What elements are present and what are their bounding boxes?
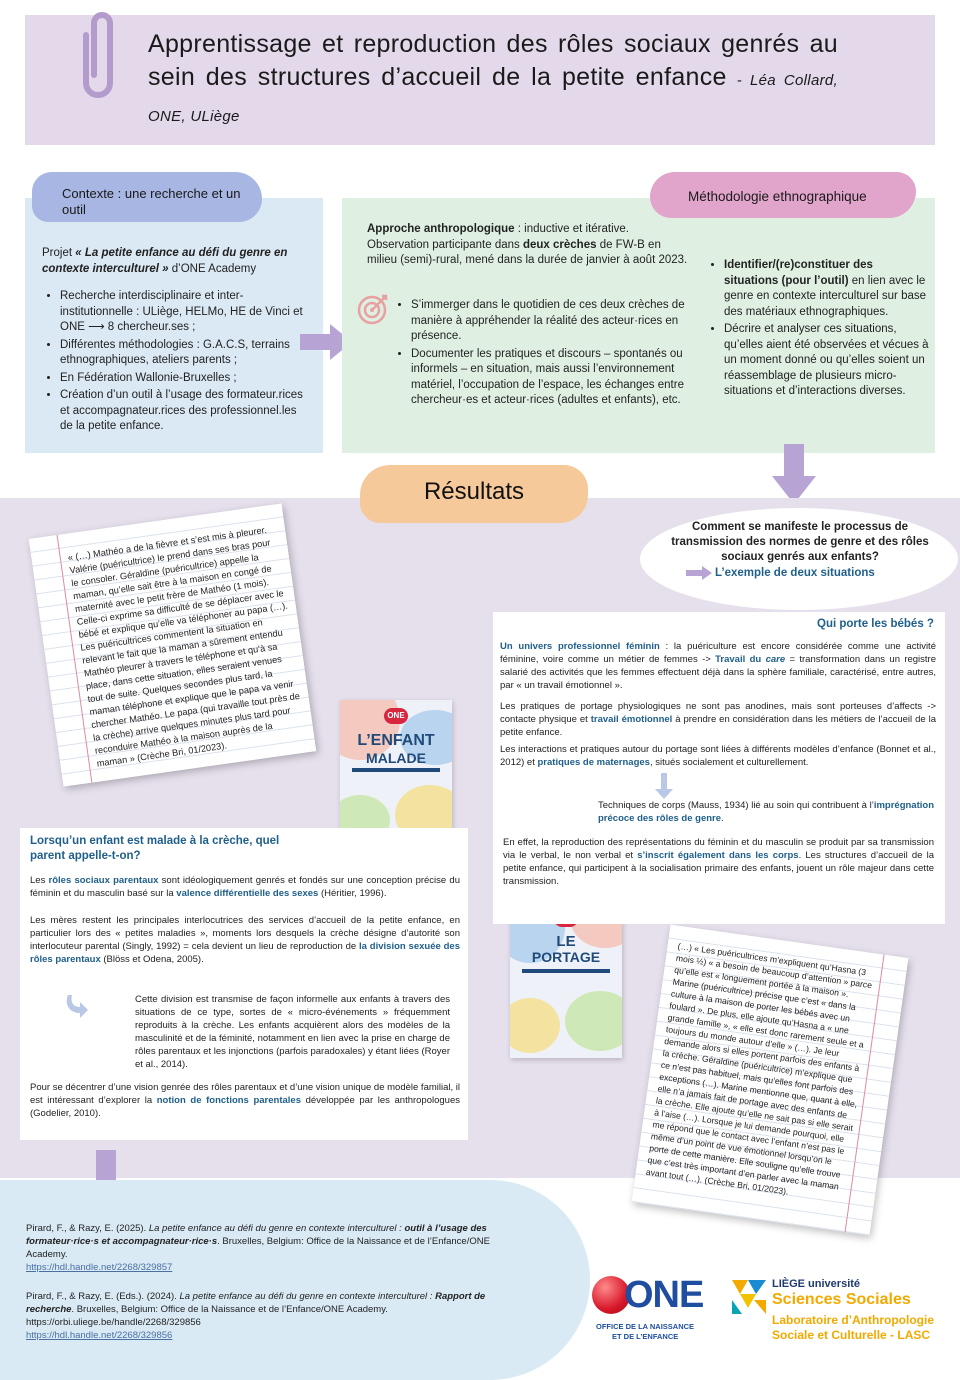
reference-2: Pirard, F., & Razy, E. (Eds.). (2024). La petite enfance au défi du genre en contexte interculturel : Rapport de recherche. Bruxelles, Belgium: Office de la Naissance et de l’Enfance/ONE Academy. https://orbi.uliege.be/handle/2268/329856 https://hdl.handle.net/2268/329856 <box>26 1291 486 1341</box>
paperclip-icon <box>74 5 120 100</box>
babywearing-title: Qui porte les bébés ? <box>817 618 934 630</box>
quote-text: (…) « Les puéricultrices m’expliquent qu’Hasna (3 mois ½) « a besoin de beaucoup d’attention » parce qu’elle est « longuement portée à la maison ». Marine (puéricultrice) précise que c’est « dans la culture à la maison de porter les bébés avec un foulard ». De plus, elle ajoute qu’Hasna a « une grande famille », « elle est donc rarement seule et a toujours du monde autour d’elle » (…). Je leur demande alors si elles portent parfois des enfants à la crèche. Géraldine (puéricultrice) m’explique que ce n’est pas habituel, mais qu’elles font parfois des exceptions (…). Marine mentionne que, quant à elle, elle n’a jamais fait de portage avec des enfants de la crèche. Elle ajoute qu’elle ne sait pas si elle serait à l’aise (…). Lorsque je lui demande pourquoi, elle me répond que le contact avec l’enfant n’est pas le même d’un point de vue émotionnel lorsqu’on le porte de cette manière. Elle souligne qu’elle trouve que c’est très important d’en parler avec la maman avant tout (…). (Crèche Bri, 01/2023). <box>645 940 873 1197</box>
context-tag: Contexte : une recherche et un outil <box>32 172 262 222</box>
context-intro: Projet « La petite enfance au défi du genre en contexte interculturel » d’ONE Academy <box>42 247 288 275</box>
list-item: • Décrire et analyser ces situations, qu’elles aient été observées et vécues à un moment donné ou qu’elles soient un réassemblage de plusieurs micro-situations et d’interactions diverses. <box>724 322 929 400</box>
curved-arrow-icon <box>62 993 88 1019</box>
quote-note-matheo <box>29 503 316 786</box>
book-title-1: LE <box>556 933 576 950</box>
reference-2-url[interactable]: https://orbi.uliege.be/handle/2268/329856 <box>26 1317 201 1328</box>
book-title-1: L’ENFANT <box>357 732 435 749</box>
list-item: • Identifier/(re)constituer des situations (pour l’outil) en lien avec le genre en contexte interculturel sur base des matériaux ethnographiques. <box>724 258 929 320</box>
methodology-tag: Méthodologie ethnographique <box>650 172 916 218</box>
results-tag: Résultats <box>360 465 588 523</box>
liege-logo <box>732 1278 952 1348</box>
sick-child-text-indented: Cette division est transmise de façon informelle aux enfants à travers des situations de ce type, sortes de « micro-événements » fréquemment reproduits à la crèche. Les enfants acquièrent alors des modèles de la masculinité et de la féminité, notamment en lien avec la prise en charge de rôles parentaux et les injonctions (parfois paradoxales) y étant liées (Royer et al., 2014). <box>135 994 450 1070</box>
one-logo-sub2: ET DE L’ENFANCE <box>612 1332 679 1341</box>
babywearing-techniques: Techniques de corps (Mauss, 1934) lié au soin qui contribuent à l’imprégnation précoce des rôles de genre. <box>598 800 934 824</box>
babywearing-conclusion: En effet, la reproduction des représentations du féminin et du masculin se produit par sa transmission via le verbal, le non verbal et s’inscrit également dans les corps. Les structures d’accueil de la petite enfance, qui participent à la socialisation primaire des enfants, jouent un rôle majeur dans cette transmission. <box>503 837 934 887</box>
list-item: • Différentes méthodologies : G.A.C.S, terrains ethnographiques, ateliers parents ; <box>60 338 310 369</box>
liege-mid: Sciences Sociales <box>772 1291 911 1308</box>
one-logo-sub1: OFFICE DE LA NAISSANCE <box>596 1322 695 1331</box>
reference-1-link[interactable]: https://hdl.handle.net/2268/329857 <box>26 1262 173 1273</box>
context-content <box>42 246 310 437</box>
arrow-down-icon <box>772 444 816 504</box>
liege-top: LIÈGE université <box>772 1278 861 1290</box>
book-logo: ONE <box>384 708 408 724</box>
references-section <box>0 1180 590 1380</box>
sick-child-conclusion: Pour se décentrer d’une vision genrée des rôles parentaux et d’une vision unique de modèle familial, il est intéressant d’explorer la notion de fonctions parentales développée par les anthropologues (Godelier, 2010). <box>30 1082 460 1119</box>
sick-child-text: Les rôles sociaux parentaux sont idéologiquement genrés et fondés sur une conception précise du féminin et du masculin basé sur la valence différentielle des sexes (Héritier, 1996). Les mères restent les principales interlocutrices des services d’accueil de la petite enfance, en particulier lors des « petites maladies », moments lors desquels la crèche désigne d’autorité son interlocuteur parental (Singly, 1992) = cela devient un lieu de reproduction de la division sexuée des rôles parentaux (Blöss et Odena, 2005). <box>30 875 460 965</box>
babywearing-text: Un univers professionnel féminin : la puériculture est encore considérée comme une activité féminine, voire comme un métier de femmes -> Travail du care = transformation dans un registre salarié des activités que les femmes effectuent déjà dans la sphère familiale, caractérisé, entre autres, par « un travail émotionnel ». Les pratiques de portage physiologiques ne sont pas anodines, mais sont porteuses d’affects -> contacte physique et travail émotionnel à prendre en considération dans les métiers de l’accueil de la petite enfance. Les interactions et pratiques autour du portage sont liées à différents modèles d’enfance (Bonnet et al., 2012) et pratiques de maternages, situés socialement et culturellement. <box>500 641 937 768</box>
list-item: • Création d’un outil à l’usage des formateur.rices et accompagnateur.rices des professionnel.les de la petite enfance. <box>60 388 310 435</box>
one-logo <box>590 1272 710 1344</box>
book-title-2: MALADE <box>366 750 426 766</box>
methodology-right-list <box>708 258 929 402</box>
book-title-2: PORTAGE <box>531 949 601 965</box>
methodology-left-list <box>395 298 707 411</box>
question-text: Comment se manifeste le processus de transmission des normes de genre et des rôles sociaux genrés aux enfants? <box>671 521 929 563</box>
page-title: Apprentissage et reproduction des rôles sociaux genrés au sein des structures d’accueil de la petite enfance - Léa Collard, ONE, ULiège <box>148 30 838 125</box>
target-icon <box>356 292 390 326</box>
list-item: • Documenter les pratiques et discours – spontanés ou informels – en situation, mais aussi l’environnement matériel, l’occupation de l’espace, les échanges entre chercheur·es et acteur·rices (adultes et enfants), etc. <box>411 347 707 409</box>
quote-note-hasna <box>632 925 909 1236</box>
context-list <box>42 289 310 435</box>
arrow-down-small-icon <box>655 773 673 799</box>
one-logo-text: ONE <box>624 1274 704 1316</box>
liege-mosaic-icon <box>732 1280 766 1314</box>
quote-text: « (…) Mathéo a de la fièvre et s’est mis à pleurer. Valérie (puéricultrice) le prend dans ses bras pour le consoler. Géraldine (puéricultrice) appelle la maman, qu’elle sait être à la maison en congé de maternité avec le petit frère de Mathéo (1 mois). Celle-ci exprime sa difficulté de se déplacer avec le bébé et explique qu’elle va téléphoner au papa (…). Les puéricultrices commentent la situation en relevant le fait que la maman a sûrement entendu Mathéo pleurer à travers le téléphone et qu’à sa place, dans cette situation, elles seraient venues tout de suite. Quelques secondes plus tard, la maman téléphone et explique que le papa va venir chercher Mathéo. Le papa (qui travaille tout près de la crèche) arrive quelques minutes plus tard pour reconduire Mathéo à la maison auprès de la maman » (Crèche Bri, 01/2023). <box>67 524 301 769</box>
liege-lab-1: Laboratoire d’Anthropologie <box>772 1313 934 1327</box>
book-cover-portage <box>510 903 622 1058</box>
reference-1: Pirard, F., & Razy, E. (2025). La petite enfance au défi du genre en contexte interculturel : outil à l’usage des formateur·rice·s et accompagnateur·rice·s. Bruxelles, Belgium: Office de la Naissance et de l’Enfance/ONE Academy. https://hdl.handle.net/2268/329857 <box>26 1223 490 1273</box>
methodology-intro: Approche anthropologique : inductive et itérative. Observation participante dans deux crèches de FW-B en milieu (semi)-rural, mené dans la durée de janvier à août 2023. <box>367 223 688 266</box>
sick-child-title: Lorsqu’un enfant est malade à la crèche, quel parent appelle-t-on? <box>30 835 280 862</box>
list-item: • S’immerger dans le quotidien de ces deux crèches de manière à appréhender la réalité des acteur·rices en présence. <box>411 298 707 345</box>
reference-2-link[interactable]: https://hdl.handle.net/2268/329856 <box>26 1330 173 1341</box>
question-sub: L’exemple de deux situations <box>715 567 875 579</box>
liege-lab-2: Sociale et Culturelle - LASC <box>772 1328 931 1342</box>
author: - Léa Collard, ONE, ULiège <box>148 72 838 125</box>
arrow-small-icon <box>686 566 712 580</box>
list-item: • En Fédération Wallonie-Bruxelles ; <box>60 371 310 387</box>
list-item: • Recherche interdisciplinaire et inter-institutionnelle : ULiège, HELMo, HE de Vinci et ONE ⟶ 8 chercheur.ses ; <box>60 289 310 336</box>
